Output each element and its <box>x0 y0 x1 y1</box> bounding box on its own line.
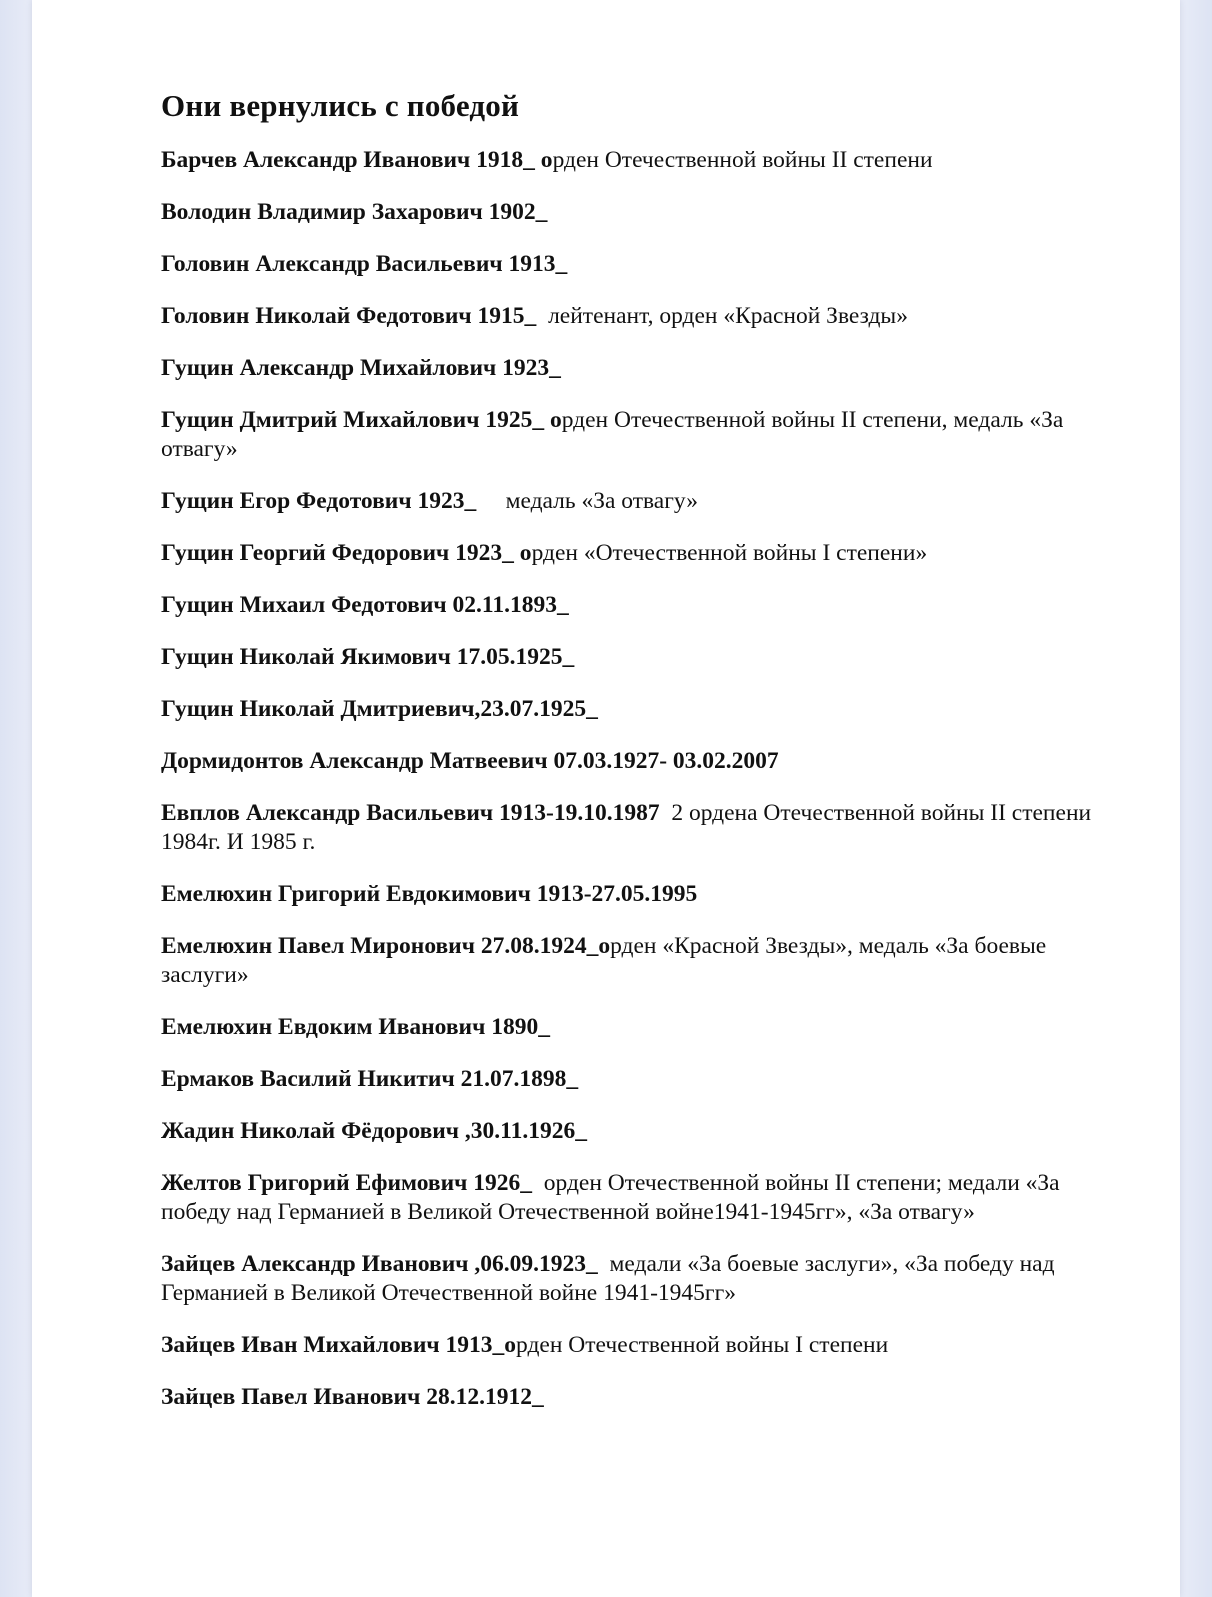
list-item <box>161 354 1111 383</box>
separator <box>536 303 548 329</box>
list-item <box>161 695 1111 724</box>
veteran-name: Головин Александр Васильевич 1913_ <box>161 251 568 277</box>
separator <box>532 1170 544 1196</box>
veteran-name: Дормидонтов Александр Матвеевич 07.03.1927- 03.02.2007 <box>161 748 779 774</box>
veteran-name: Гущин Николай Дмитриевич,23.07.1925_ <box>161 696 598 722</box>
list-item <box>161 1169 1111 1227</box>
veteran-awards: орден Отечественной войны II степени; медали «За победу над Германией в Великой Отечественной войне1941-1945гг», «За отвагу» <box>161 1170 1060 1225</box>
veteran-name: Гущин Александр Михайлович 1923_ <box>161 355 561 381</box>
list-item <box>161 302 1111 331</box>
veteran-awards: рден Отечественной войны I степени <box>516 1332 889 1358</box>
veteran-name: Головин Николай Федотович 1915_ <box>161 303 537 329</box>
veteran-name: Евплов Александр Васильевич 1913-19.10.1987 <box>161 800 660 826</box>
veteran-name: Зайцев Иван Михайлович 1913_о <box>161 1332 517 1358</box>
list-item <box>161 250 1111 279</box>
list-item <box>161 799 1111 857</box>
veteran-name: Желтов Григорий Ефимович 1926_ <box>161 1170 533 1196</box>
separator <box>660 800 672 826</box>
veteran-name: Барчев Александр Иванович 1918_ о <box>161 147 553 173</box>
list-item <box>161 406 1111 464</box>
veteran-name: Гущин Николай Якимович 17.05.1925_ <box>161 644 575 670</box>
veteran-name: Гущин Михаил Федотович 02.11.1893_ <box>161 592 569 618</box>
veteran-name: Зайцев Александр Иванович ,06.09.1923_ <box>161 1251 598 1277</box>
veteran-awards: медали «За боевые заслуги», «За победу над Германией в Великой Отечественной войне 1941-1945гг» <box>161 1251 1055 1306</box>
veteran-awards: рден Отечественной войны II степени, медаль «За отвагу» <box>161 407 1064 462</box>
list-item <box>161 1250 1111 1308</box>
veteran-name: Жадин Николай Фёдорович ,30.11.1926_ <box>161 1118 588 1144</box>
veterans-list <box>161 146 1111 1412</box>
veteran-awards: медаль «За отвагу» <box>505 488 698 514</box>
page-content <box>161 84 1111 1435</box>
list-item <box>161 1383 1111 1412</box>
veteran-name: Володин Владимир Захарович 1902_ <box>161 199 548 225</box>
veteran-name: Зайцев Павел Иванович 28.12.1912_ <box>161 1384 544 1410</box>
separator <box>598 1251 610 1277</box>
veteran-name: Емелюхин Евдоким Иванович 1890_ <box>161 1014 550 1040</box>
veteran-awards: рден «Отечественной войны I степени» <box>531 540 928 566</box>
veteran-awards: рден «Красной Звезды», медаль «За боевые заслуги» <box>161 933 1047 988</box>
document-page <box>32 0 1180 1597</box>
veteran-name: Ермаков Василий Никитич 21.07.1898_ <box>161 1066 579 1092</box>
list-item <box>161 747 1111 776</box>
list-item <box>161 932 1111 990</box>
veteran-name: Гущин Егор Федотович 1923_ <box>161 488 477 514</box>
veteran-awards: рден Отечественной войны II степени <box>552 147 933 173</box>
list-item <box>161 487 1111 516</box>
list-item <box>161 1013 1111 1042</box>
veteran-name: Гущин Георгий Федорович 1923_ о <box>161 540 532 566</box>
list-item <box>161 591 1111 620</box>
list-item <box>161 198 1111 227</box>
veteran-name: Емелюхин Павел Миронович 27.08.1924_о <box>161 933 611 959</box>
veteran-awards: лейтенант, орден «Красной Звезды» <box>548 303 908 329</box>
list-item <box>161 880 1111 909</box>
list-item <box>161 146 1111 175</box>
veteran-name: Емелюхин Григорий Евдокимович 1913-27.05.1995 <box>161 881 698 907</box>
list-item <box>161 1065 1111 1094</box>
veteran-name: Гущин Дмитрий Михайлович 1925_ о <box>161 407 562 433</box>
veteran-awards: 2 ордена Отечественной войны II степени 1984г. И 1985 г. <box>161 800 1092 855</box>
separator <box>476 488 505 514</box>
page-title: Они вернулись с победой <box>161 88 520 123</box>
list-item <box>161 1117 1111 1146</box>
list-item <box>161 643 1111 672</box>
list-item <box>161 1331 1111 1360</box>
list-item <box>161 539 1111 568</box>
